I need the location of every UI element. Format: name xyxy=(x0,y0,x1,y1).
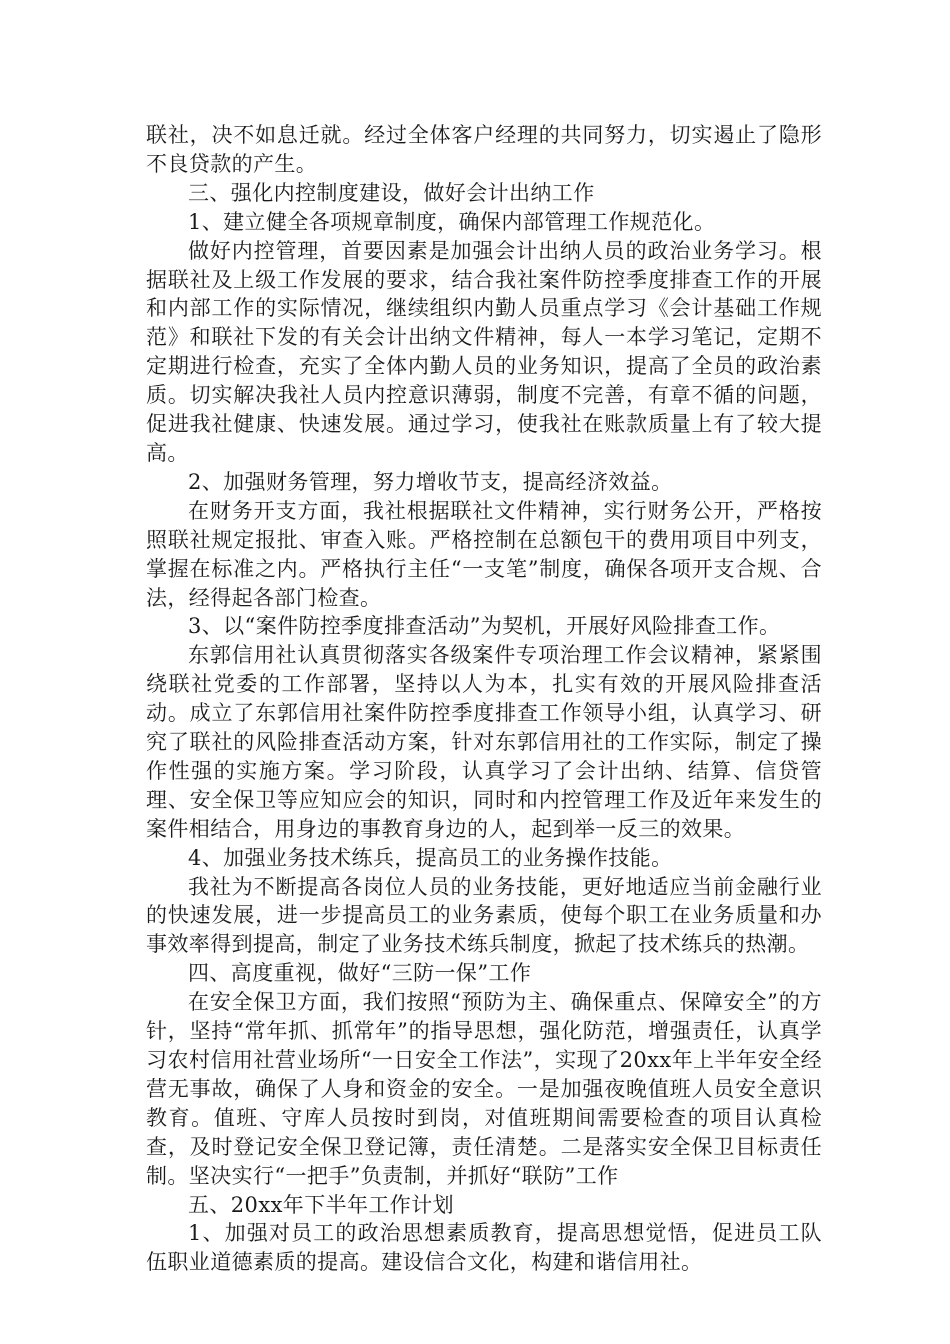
document-body xyxy=(146,121,822,1277)
subsection-heading: 2、加强财务管理，努力增收节支，提高经济效益。 xyxy=(188,469,673,494)
section-heading: 四、高度重视，做好“三防一保”工作 xyxy=(188,961,532,986)
paragraph: 东郭信用社认真贯彻落实各级案件专项治理工作会议精神，紧紧围绕联社党委的工作部署，坚持以人为本，扎实有效的开展风险排查活动。成立了东郭信用社案件防控季度排查工作领导小组，认真学习、研究了联社的风险排查活动方案，针对东郭信用社的工作实际，制定了操作性强的实施方案。学习阶段，认真学习了会计出纳、结算、信贷管理、安全保卫等应知应会的知识，同时和内控管理工作及近年来发生的案件相结合，用身边的事教育身边的人，起到举一反三的效果。 xyxy=(146,643,822,841)
section-heading: 五、20xx年下半年工作计划 xyxy=(188,1192,455,1217)
subsection-heading: 1、建立健全各项规章制度，确保内部管理工作规范化。 xyxy=(188,209,716,234)
subsection-heading: 3、以“案件防控季度排查活动”为契机，开展好风险排查工作。 xyxy=(188,614,781,639)
paragraph: 在安全保卫方面，我们按照“预防为主、确保重点、保障安全”的方针，坚持“常年抓、抓常年”的指导思想，强化防范，增强责任，认真学习农村信用社营业场所“一日安全工作法”，实现了20xx年上半年安全经营无事故，确保了人身和资金的安全。一是加强夜晚值班人员安全意识教育。值班、守库人员按时到岗，对值班期间需要检查的项目认真检查，及时登记安全保卫登记簿，责任清楚。二是落实安全保卫目标责任制。坚决实行“一把手”负责制，并抓好“联防”工作 xyxy=(146,990,822,1188)
paragraph: 联社，决不如息迁就。经过全体客户经理的共同努力，切实遏止了隐形不良贷款的产生。 xyxy=(146,123,822,176)
paragraph: 我社为不断提高各岗位人员的业务技能，更好地适应当前金融行业的快速发展，进一步提高员工的业务素质，使每个职工在业务质量和办事效率得到提高，制定了业务技术练兵制度，掀起了技术练兵的热潮。 xyxy=(146,874,822,957)
paragraph: 做好内控管理，首要因素是加强会计出纳人员的政治业务学习。根据联社及上级工作发展的要求，结合我社案件防控季度排查工作的开展和内部工作的实际情况，继续组织内勤人员重点学习《会计基础工作规范》和联社下发的有关会计出纳文件精神，每人一本学习笔记，定期不定期进行检查，充实了全体内勤人员的业务知识，提高了全员的政治素质。切实解决我社人员内控意识薄弱，制度不完善，有章不循的问题，促进我社健康、快速发展。通过学习，使我社在账款质量上有了较大提高。 xyxy=(146,238,822,465)
subsection-heading: 4、加强业务技术练兵，提高员工的业务操作技能。 xyxy=(188,845,673,870)
paragraph: 1、加强对员工的政治思想素质教育，提高思想觉悟，促进员工队伍职业道德素质的提高。建设信合文化，构建和谐信用社。 xyxy=(146,1221,822,1275)
section-heading: 三、强化内控制度建设，做好会计出纳工作 xyxy=(188,180,595,205)
paragraph: 在财务开支方面，我社根据联社文件精神，实行财务公开，严格按照联社规定报批、审查入账。严格控制在总额包干的费用项目中列支，掌握在标准之内。严格执行主任“一支笔”制度，确保各项开支合规、合法，经得起各部门检查。 xyxy=(146,498,822,610)
